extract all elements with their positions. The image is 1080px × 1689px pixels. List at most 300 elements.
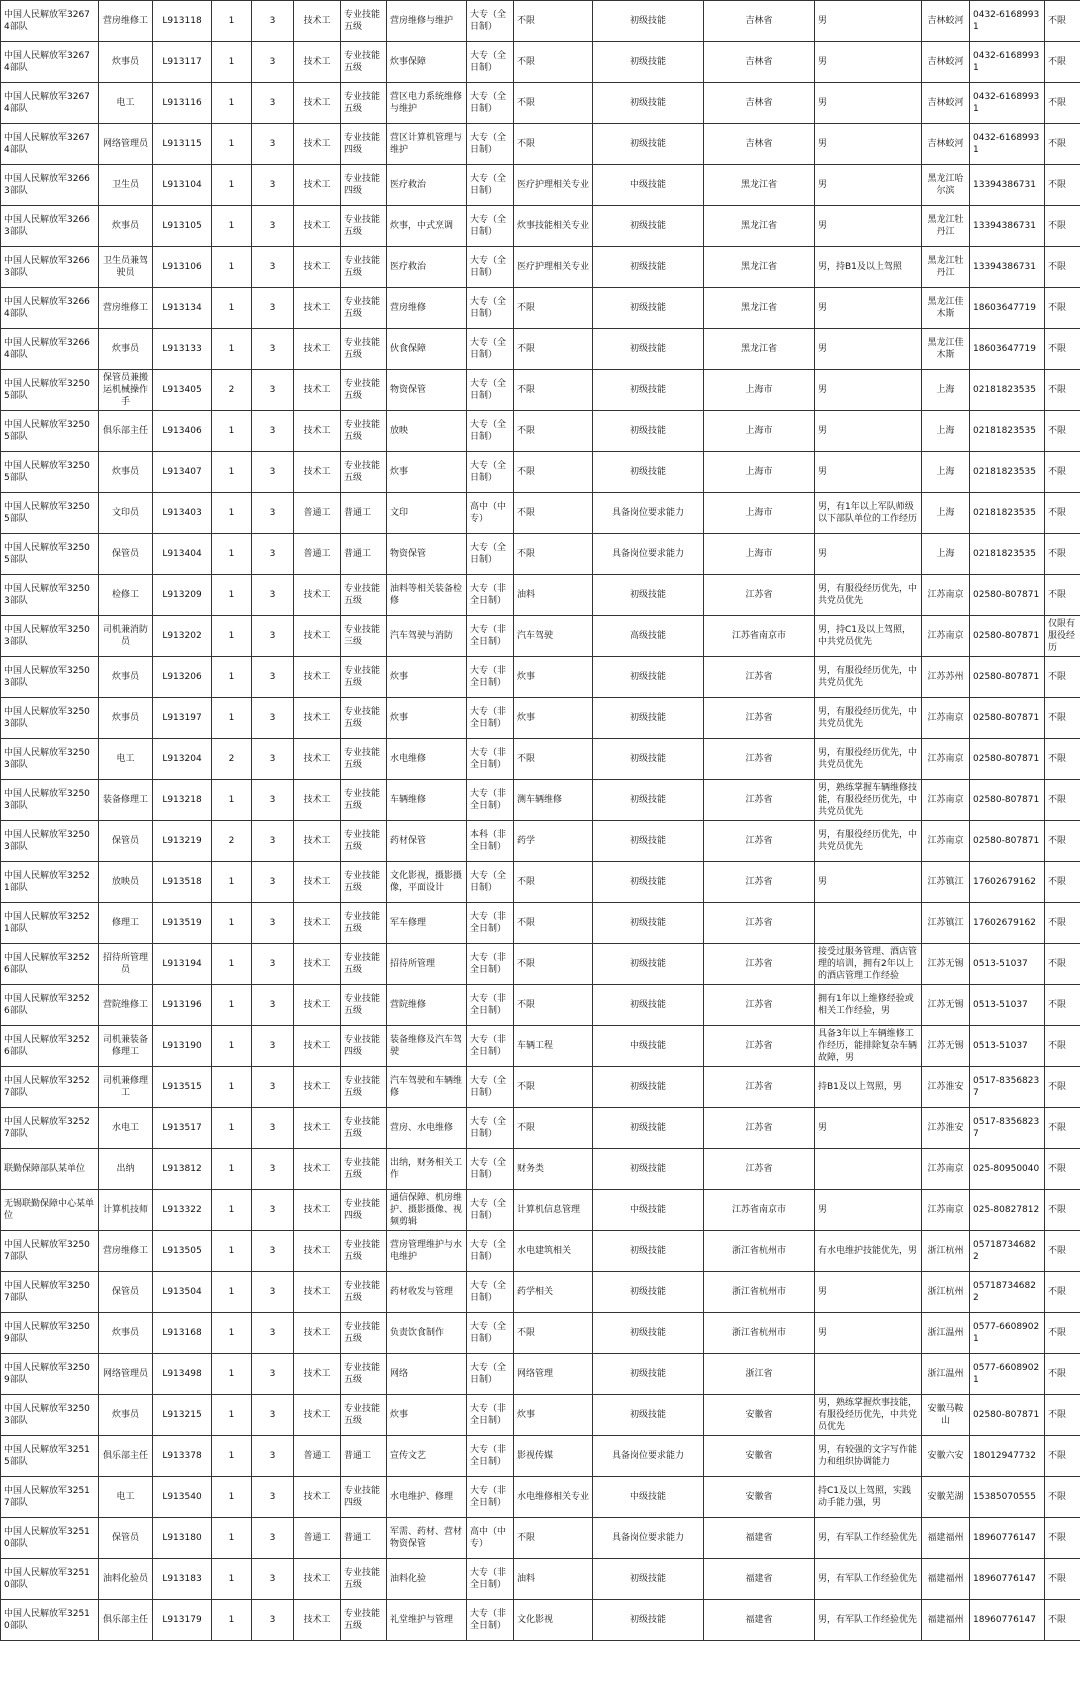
- position-cell: 司机兼装备修理工: [99, 1026, 153, 1067]
- level-cell: 专业技能五级: [341, 657, 387, 698]
- level-cell: 专业技能五级: [341, 1149, 387, 1190]
- count-cell: 3: [252, 411, 294, 452]
- unit-cell: 中国人民解放军32503部队: [1, 821, 99, 862]
- quota-cell: 1: [212, 616, 252, 657]
- major-cell: 财务类: [514, 1149, 593, 1190]
- level-cell: 专业技能五级: [341, 83, 387, 124]
- major-cell: 汽车驾驶: [514, 616, 593, 657]
- quota-cell: 1: [212, 1559, 252, 1600]
- skill-cell: 初级技能: [593, 657, 704, 698]
- level-cell: 专业技能五级: [341, 1395, 387, 1436]
- service-cell: 不限: [1045, 1600, 1080, 1641]
- city-cell: 江苏淮安: [922, 1067, 970, 1108]
- type-cell: 技术工: [294, 329, 341, 370]
- skill-cell: 初级技能: [593, 1395, 704, 1436]
- table-row: [1, 493, 1080, 534]
- skill-cell: 初级技能: [593, 247, 704, 288]
- level-cell: 专业技能五级: [341, 575, 387, 616]
- quota-cell: 1: [212, 452, 252, 493]
- table-row: [1, 1313, 1080, 1354]
- location-cell: 安徽省: [704, 1436, 815, 1477]
- type-cell: 技术工: [294, 42, 341, 83]
- code-cell: L913204: [153, 739, 212, 780]
- count-cell: 3: [252, 493, 294, 534]
- count-cell: 3: [252, 1149, 294, 1190]
- phone-cell: 18603647719: [970, 329, 1045, 370]
- location-cell: 江苏省: [704, 575, 815, 616]
- count-cell: 3: [252, 575, 294, 616]
- count-cell: 3: [252, 124, 294, 165]
- level-cell: 普通工: [341, 534, 387, 575]
- location-cell: 吉林省: [704, 42, 815, 83]
- duty-cell: 装备维修及汽车驾驶: [387, 1026, 467, 1067]
- unit-cell: 中国人民解放军32503部队: [1, 1395, 99, 1436]
- quota-cell: 1: [212, 780, 252, 821]
- major-cell: 医疗护理相关专业: [514, 247, 593, 288]
- service-cell: 不限: [1045, 452, 1080, 493]
- duty-cell: 水电维修: [387, 739, 467, 780]
- position-cell: 检修工: [99, 575, 153, 616]
- phone-cell: 0577-66089021: [970, 1313, 1045, 1354]
- phone-cell: 0513-51037: [970, 944, 1045, 985]
- type-cell: 技术工: [294, 370, 341, 411]
- duty-cell: 炊事: [387, 698, 467, 739]
- unit-cell: 中国人民解放军32510部队: [1, 1559, 99, 1600]
- requirement-cell: [815, 1354, 922, 1395]
- skill-cell: 初级技能: [593, 206, 704, 247]
- location-cell: 黑龙江省: [704, 206, 815, 247]
- location-cell: 浙江省杭州市: [704, 1313, 815, 1354]
- quota-cell: 1: [212, 575, 252, 616]
- requirement-cell: 男: [815, 124, 922, 165]
- education-cell: 本科（非全日制）: [467, 821, 514, 862]
- count-cell: 3: [252, 1600, 294, 1641]
- level-cell: 专业技能三级: [341, 616, 387, 657]
- unit-cell: 中国人民解放军32503部队: [1, 739, 99, 780]
- count-cell: 3: [252, 862, 294, 903]
- table-row: [1, 124, 1080, 165]
- requirement-cell: 男: [815, 1272, 922, 1313]
- level-cell: 专业技能五级: [341, 739, 387, 780]
- table-row: [1, 1149, 1080, 1190]
- phone-cell: 02181823535: [970, 493, 1045, 534]
- table-row: [1, 288, 1080, 329]
- duty-cell: 汽车驾驶与消防: [387, 616, 467, 657]
- requirement-cell: 男，持C1及以上驾照，中共党员优先: [815, 616, 922, 657]
- count-cell: 3: [252, 780, 294, 821]
- major-cell: 不限: [514, 83, 593, 124]
- quota-cell: 1: [212, 1395, 252, 1436]
- education-cell: 大专（全日制）: [467, 1313, 514, 1354]
- phone-cell: 025-80827812: [970, 1190, 1045, 1231]
- skill-cell: 具备岗位要求能力: [593, 1518, 704, 1559]
- position-cell: 装备修理工: [99, 780, 153, 821]
- duty-cell: 车辆维修: [387, 780, 467, 821]
- service-cell: 不限: [1045, 944, 1080, 985]
- major-cell: 网络管理: [514, 1354, 593, 1395]
- major-cell: 不限: [514, 42, 593, 83]
- level-cell: 专业技能四级: [341, 1477, 387, 1518]
- position-cell: 电工: [99, 1477, 153, 1518]
- requirement-cell: 男，有服役经历优先，中共党员优先: [815, 575, 922, 616]
- service-cell: 不限: [1045, 288, 1080, 329]
- city-cell: 上海: [922, 452, 970, 493]
- major-cell: 不限: [514, 1067, 593, 1108]
- quota-cell: 1: [212, 1108, 252, 1149]
- count-cell: 3: [252, 1395, 294, 1436]
- code-cell: L913218: [153, 780, 212, 821]
- code-cell: L913115: [153, 124, 212, 165]
- code-cell: L913504: [153, 1272, 212, 1313]
- service-cell: 不限: [1045, 411, 1080, 452]
- unit-cell: 中国人民解放军32503部队: [1, 698, 99, 739]
- level-cell: 专业技能五级: [341, 862, 387, 903]
- phone-cell: 15385070555: [970, 1477, 1045, 1518]
- level-cell: 普通工: [341, 493, 387, 534]
- count-cell: 3: [252, 1313, 294, 1354]
- count-cell: 3: [252, 1026, 294, 1067]
- quota-cell: 2: [212, 821, 252, 862]
- skill-cell: 初级技能: [593, 1354, 704, 1395]
- level-cell: 专业技能四级: [341, 165, 387, 206]
- duty-cell: 水电维护、修理: [387, 1477, 467, 1518]
- type-cell: 技术工: [294, 1559, 341, 1600]
- unit-cell: 中国人民解放军32674部队: [1, 83, 99, 124]
- table-row: [1, 903, 1080, 944]
- table-row: [1, 1108, 1080, 1149]
- position-cell: 计算机技师: [99, 1190, 153, 1231]
- major-cell: 测车辆维修: [514, 780, 593, 821]
- requirement-cell: 接受过服务管理、酒店管理的培训，拥有2年以上的酒店管理工作经验: [815, 944, 922, 985]
- requirement-cell: 男: [815, 288, 922, 329]
- position-cell: 炊事员: [99, 452, 153, 493]
- duty-cell: 炊事: [387, 657, 467, 698]
- service-cell: 不限: [1045, 1272, 1080, 1313]
- quota-cell: 1: [212, 1477, 252, 1518]
- location-cell: 浙江省: [704, 1354, 815, 1395]
- quota-cell: 1: [212, 698, 252, 739]
- city-cell: 福建福州: [922, 1518, 970, 1559]
- skill-cell: 初级技能: [593, 288, 704, 329]
- location-cell: 江苏省: [704, 780, 815, 821]
- city-cell: 安徽芜湖: [922, 1477, 970, 1518]
- location-cell: 吉林省: [704, 124, 815, 165]
- unit-cell: 联勤保障部队某单位: [1, 1149, 99, 1190]
- code-cell: L913118: [153, 1, 212, 42]
- code-cell: L913179: [153, 1600, 212, 1641]
- code-cell: L913405: [153, 370, 212, 411]
- skill-cell: 初级技能: [593, 1067, 704, 1108]
- location-cell: 江苏省南京市: [704, 1190, 815, 1231]
- skill-cell: 初级技能: [593, 1313, 704, 1354]
- skill-cell: 初级技能: [593, 1231, 704, 1272]
- position-cell: 水电工: [99, 1108, 153, 1149]
- count-cell: 3: [252, 821, 294, 862]
- position-cell: 电工: [99, 739, 153, 780]
- code-cell: L913209: [153, 575, 212, 616]
- unit-cell: 中国人民解放军32521部队: [1, 862, 99, 903]
- type-cell: 普通工: [294, 534, 341, 575]
- unit-cell: 中国人民解放军32526部队: [1, 985, 99, 1026]
- code-cell: L913518: [153, 862, 212, 903]
- quota-cell: 1: [212, 1313, 252, 1354]
- phone-cell: 0432-61689931: [970, 1, 1045, 42]
- location-cell: 江苏省: [704, 1149, 815, 1190]
- education-cell: 大专（全日制）: [467, 124, 514, 165]
- requirement-cell: 男，有服役经历优先，中共党员优先: [815, 657, 922, 698]
- phone-cell: 0577-66089021: [970, 1354, 1045, 1395]
- code-cell: L913133: [153, 329, 212, 370]
- count-cell: 3: [252, 1518, 294, 1559]
- level-cell: 专业技能五级: [341, 42, 387, 83]
- quota-cell: 1: [212, 493, 252, 534]
- major-cell: 不限: [514, 493, 593, 534]
- skill-cell: 初级技能: [593, 821, 704, 862]
- service-cell: 不限: [1045, 42, 1080, 83]
- city-cell: 浙江杭州: [922, 1272, 970, 1313]
- level-cell: 专业技能五级: [341, 452, 387, 493]
- major-cell: 不限: [514, 288, 593, 329]
- code-cell: L913105: [153, 206, 212, 247]
- level-cell: 专业技能五级: [341, 1272, 387, 1313]
- duty-cell: 汽车驾驶和车辆维修: [387, 1067, 467, 1108]
- requirement-cell: 男，熟练掌握车辆维修技能，有服役经历优先，中共党员优先: [815, 780, 922, 821]
- city-cell: 江苏镇江: [922, 903, 970, 944]
- skill-cell: 初级技能: [593, 83, 704, 124]
- unit-cell: 中国人民解放军32674部队: [1, 124, 99, 165]
- position-cell: 卫生员: [99, 165, 153, 206]
- unit-cell: 中国人民解放军32505部队: [1, 452, 99, 493]
- location-cell: 江苏省: [704, 739, 815, 780]
- table-row: [1, 370, 1080, 411]
- type-cell: 普通工: [294, 1436, 341, 1477]
- type-cell: 技术工: [294, 1, 341, 42]
- quota-cell: 1: [212, 1436, 252, 1477]
- major-cell: 不限: [514, 370, 593, 411]
- skill-cell: 初级技能: [593, 1108, 704, 1149]
- phone-cell: 17602679162: [970, 903, 1045, 944]
- unit-cell: 中国人民解放军32505部队: [1, 534, 99, 575]
- skill-cell: 初级技能: [593, 575, 704, 616]
- requirement-cell: 男，有1年以上军队师级以下部队单位的工作经历: [815, 493, 922, 534]
- phone-cell: 02580-807871: [970, 575, 1045, 616]
- requirement-cell: [815, 1149, 922, 1190]
- phone-cell: 0432-61689931: [970, 83, 1045, 124]
- level-cell: 专业技能五级: [341, 1559, 387, 1600]
- table-row: [1, 1231, 1080, 1272]
- education-cell: 高中（中专）: [467, 1518, 514, 1559]
- unit-cell: 中国人民解放军32664部队: [1, 329, 99, 370]
- type-cell: 技术工: [294, 821, 341, 862]
- position-cell: 营房维修工: [99, 1231, 153, 1272]
- position-cell: 放映员: [99, 862, 153, 903]
- major-cell: 不限: [514, 534, 593, 575]
- level-cell: 专业技能五级: [341, 780, 387, 821]
- city-cell: 江苏南京: [922, 575, 970, 616]
- city-cell: 上海: [922, 411, 970, 452]
- skill-cell: 初级技能: [593, 1600, 704, 1641]
- skill-cell: 初级技能: [593, 42, 704, 83]
- education-cell: 大专（非全日制）: [467, 657, 514, 698]
- duty-cell: 负责饮食制作: [387, 1313, 467, 1354]
- table-row: [1, 657, 1080, 698]
- unit-cell: 无锡联勤保障中心某单位: [1, 1190, 99, 1231]
- skill-cell: 初级技能: [593, 452, 704, 493]
- major-cell: 计算机信息管理: [514, 1190, 593, 1231]
- education-cell: 大专（非全日制）: [467, 1559, 514, 1600]
- service-cell: 不限: [1045, 206, 1080, 247]
- table-row: [1, 452, 1080, 493]
- unit-cell: 中国人民解放军32663部队: [1, 206, 99, 247]
- type-cell: 技术工: [294, 247, 341, 288]
- city-cell: 安徽马鞍山: [922, 1395, 970, 1436]
- count-cell: 3: [252, 616, 294, 657]
- table-row: [1, 206, 1080, 247]
- education-cell: 大专（全日制）: [467, 1272, 514, 1313]
- table-row: [1, 247, 1080, 288]
- code-cell: L913406: [153, 411, 212, 452]
- level-cell: 专业技能五级: [341, 903, 387, 944]
- type-cell: 技术工: [294, 1149, 341, 1190]
- major-cell: 炊事: [514, 698, 593, 739]
- phone-cell: 057187346822: [970, 1272, 1045, 1313]
- major-cell: 不限: [514, 739, 593, 780]
- requirement-cell: [815, 903, 922, 944]
- duty-cell: 营区电力系统维修与维护: [387, 83, 467, 124]
- duty-cell: 油料等相关装备检修: [387, 575, 467, 616]
- level-cell: 专业技能五级: [341, 944, 387, 985]
- city-cell: 浙江杭州: [922, 1231, 970, 1272]
- requirement-cell: 男，有较强的文字写作能力和组织协调能力: [815, 1436, 922, 1477]
- education-cell: 大专（全日制）: [467, 1149, 514, 1190]
- position-cell: 营院维修工: [99, 985, 153, 1026]
- location-cell: 福建省: [704, 1559, 815, 1600]
- code-cell: L913812: [153, 1149, 212, 1190]
- location-cell: 江苏省: [704, 944, 815, 985]
- education-cell: 大专（全日制）: [467, 452, 514, 493]
- requirement-cell: 男: [815, 83, 922, 124]
- major-cell: 不限: [514, 1313, 593, 1354]
- duty-cell: 医疗救治: [387, 247, 467, 288]
- education-cell: 大专（非全日制）: [467, 780, 514, 821]
- requirement-cell: 男: [815, 370, 922, 411]
- education-cell: 大专（全日制）: [467, 83, 514, 124]
- major-cell: 不限: [514, 411, 593, 452]
- count-cell: 3: [252, 1108, 294, 1149]
- education-cell: 大专（非全日制）: [467, 985, 514, 1026]
- education-cell: 大专（非全日制）: [467, 1026, 514, 1067]
- service-cell: 不限: [1045, 698, 1080, 739]
- position-cell: 保管员: [99, 821, 153, 862]
- city-cell: 吉林蛟河: [922, 1, 970, 42]
- major-cell: 不限: [514, 903, 593, 944]
- level-cell: 专业技能五级: [341, 1313, 387, 1354]
- type-cell: 技术工: [294, 124, 341, 165]
- table-row: [1, 1436, 1080, 1477]
- unit-cell: 中国人民解放军32509部队: [1, 1313, 99, 1354]
- location-cell: 黑龙江省: [704, 247, 815, 288]
- education-cell: 大专（全日制）: [467, 1231, 514, 1272]
- unit-cell: 中国人民解放军32663部队: [1, 165, 99, 206]
- location-cell: 上海市: [704, 452, 815, 493]
- location-cell: 江苏省: [704, 657, 815, 698]
- service-cell: 不限: [1045, 1518, 1080, 1559]
- education-cell: 大专（全日制）: [467, 1067, 514, 1108]
- unit-cell: 中国人民解放军32664部队: [1, 288, 99, 329]
- duty-cell: 营房、水电维修: [387, 1108, 467, 1149]
- service-cell: 不限: [1045, 329, 1080, 370]
- quota-cell: 1: [212, 1026, 252, 1067]
- count-cell: 3: [252, 1436, 294, 1477]
- type-cell: 技术工: [294, 83, 341, 124]
- level-cell: 专业技能四级: [341, 1026, 387, 1067]
- quota-cell: 1: [212, 534, 252, 575]
- quota-cell: 1: [212, 124, 252, 165]
- type-cell: 技术工: [294, 616, 341, 657]
- table-row: [1, 1190, 1080, 1231]
- service-cell: 不限: [1045, 370, 1080, 411]
- phone-cell: 0517-83568237: [970, 1108, 1045, 1149]
- location-cell: 江苏省: [704, 903, 815, 944]
- unit-cell: 中国人民解放军32503部队: [1, 575, 99, 616]
- city-cell: 上海: [922, 493, 970, 534]
- major-cell: 炊事: [514, 657, 593, 698]
- service-cell: 不限: [1045, 862, 1080, 903]
- city-cell: 福建福州: [922, 1559, 970, 1600]
- code-cell: L913183: [153, 1559, 212, 1600]
- phone-cell: 02580-807871: [970, 698, 1045, 739]
- table-row: [1, 1477, 1080, 1518]
- city-cell: 上海: [922, 534, 970, 575]
- location-cell: 上海市: [704, 493, 815, 534]
- position-cell: 炊事员: [99, 657, 153, 698]
- phone-cell: 0432-61689931: [970, 124, 1045, 165]
- skill-cell: 中级技能: [593, 165, 704, 206]
- level-cell: 专业技能五级: [341, 247, 387, 288]
- code-cell: L913196: [153, 985, 212, 1026]
- duty-cell: 药材保管: [387, 821, 467, 862]
- duty-cell: 物资保管: [387, 370, 467, 411]
- type-cell: 技术工: [294, 1313, 341, 1354]
- phone-cell: 0432-61689931: [970, 42, 1045, 83]
- major-cell: 炊事技能相关专业: [514, 206, 593, 247]
- city-cell: 江苏无锡: [922, 1026, 970, 1067]
- unit-cell: 中国人民解放军32509部队: [1, 1354, 99, 1395]
- quota-cell: 1: [212, 165, 252, 206]
- phone-cell: 02181823535: [970, 452, 1045, 493]
- city-cell: 黑龙江牡丹江: [922, 247, 970, 288]
- duty-cell: 炊事: [387, 1395, 467, 1436]
- code-cell: L913117: [153, 42, 212, 83]
- phone-cell: 18012947732: [970, 1436, 1045, 1477]
- count-cell: 3: [252, 739, 294, 780]
- quota-cell: 1: [212, 247, 252, 288]
- education-cell: 大专（全日制）: [467, 1190, 514, 1231]
- code-cell: L913519: [153, 903, 212, 944]
- city-cell: 江苏南京: [922, 780, 970, 821]
- location-cell: 吉林省: [704, 83, 815, 124]
- code-cell: L913180: [153, 1518, 212, 1559]
- position-cell: 炊事员: [99, 329, 153, 370]
- major-cell: 水电建筑相关: [514, 1231, 593, 1272]
- location-cell: 福建省: [704, 1518, 815, 1559]
- major-cell: 车辆工程: [514, 1026, 593, 1067]
- quota-cell: 1: [212, 83, 252, 124]
- position-cell: 出纳: [99, 1149, 153, 1190]
- location-cell: 江苏省: [704, 821, 815, 862]
- unit-cell: 中国人民解放军32526部队: [1, 944, 99, 985]
- service-cell: 不限: [1045, 575, 1080, 616]
